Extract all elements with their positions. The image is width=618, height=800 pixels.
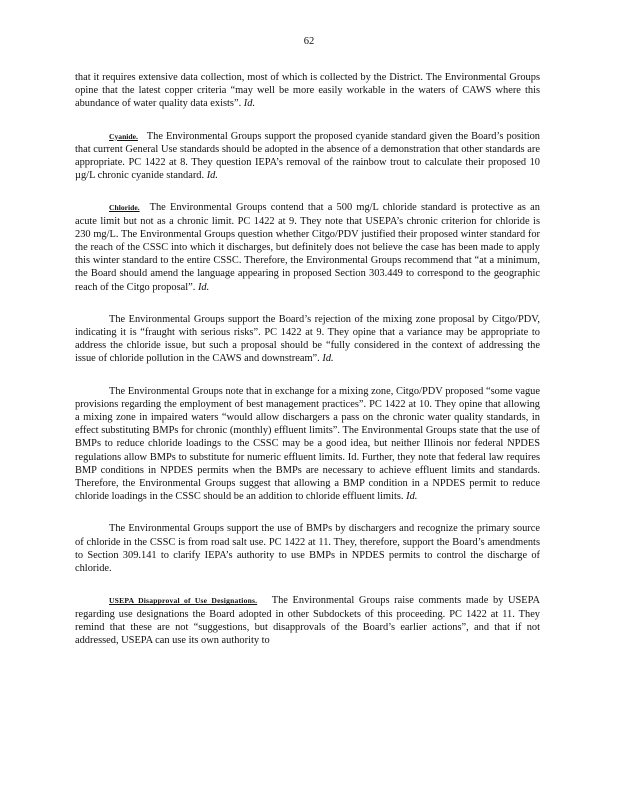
section-heading-cyanide: Cyanide. <box>109 131 138 141</box>
paragraph-text: The Environmental Groups note that in exchange for a mixing zone, Citgo/PDV proposed “some vague provisions regarding the employment of best management practices”. PC 1422 at 10. They opine that allowing a mixing zone in impaired waters “would allow dischargers a pass on the chronic water quality standards, in effect substituting BMPs for chronic (monthly) effluent limits”. The Environmental Groups state that the use of BMPs to reduce chloride loadings to the CSSC may be a good idea, but neither Illinois nor federal NPDES regulations allow BMPs to substitute for numeric effluent limits. Id. Further, they note that federal law requires BMP conditions in NPDES permits when the BMPs are necessary to achieve effluent limits and standards. Therefore, the Environmental Groups suggest that allowing a BMP condition in a NPDES permit to reduce chloride loadings in the CSSC should be an addition to chloride effluent limits. <box>75 385 540 503</box>
paragraph-cyanide <box>75 130 540 183</box>
document-body <box>75 71 540 666</box>
paragraph-mixing-zone <box>75 313 540 366</box>
section-heading-chloride: Chloride. <box>109 203 140 213</box>
paragraph-text: The Environmental Groups support the use of BMPs by dischargers and recognize the primary source of chloride in the CSSC is from road salt use. PC 1422 at 11. They, therefore, support the Board’s amendments to Section 309.141 to clarify IEPA’s authority to use BMPs in NPDES permits to control the discharge of chloride. <box>75 523 540 575</box>
paragraph-text: The Environmental Groups support the proposed cyanide standard given the Board’s position that current General Use standards should be adopted in the absence of a demonstration that other standards are appropriate. PC 1422 at 8. They question IEPA’s removal of the rainbow trout to calculate their proposed 10 µg/L chronic cyanide standard. <box>75 130 540 182</box>
paragraph-text: The Environmental Groups support the Board’s rejection of the mixing zone proposal by Citgo/PDV, indicating it is “fraught with serious risks”. PC 1422 at 9. They opine that a variance may be appropriate to address the chloride issue, but such a proposal should be “fully considered in the context of addressing the issue of chloride pollution in the CAWS and downstream”. <box>75 313 540 365</box>
paragraph-text: The Environmental Groups raise comments made by USEPA regarding use designations the Board adopted in other Subdockets of this proceeding. PC 1422 at 11. They remind that these are not “suggestions, but disapprovals of the Board’s earlier actions”, and that if not addressed, USEPA can use its own authority to <box>75 595 540 646</box>
page-number: 62 <box>303 36 315 47</box>
paragraph-text: that it requires extensive data collection, most of which is collected by the District. The Environmental Groups opine that the latest copper criteria “may well be more easily workable in the waters of CAWS where this abundance of water quality data exists”. <box>75 72 540 110</box>
citation: Id. <box>322 353 334 365</box>
citation: Id. <box>197 281 210 293</box>
section-heading-usepa: USEPA Disapproval of Use Designations. <box>109 596 258 606</box>
citation: Id. <box>243 98 256 110</box>
paragraph-bmp-exchange <box>75 385 540 504</box>
paragraph-text: The Environmental Groups contend that a 500 mg/L chloride standard is protective as an acute limit but not as a chronic limit. PC 1422 at 9. They note that USEPA’s chronic criterion for chloride is 230 mg/L. The Environmental Groups question whether Citgo/PDV justified their proposed winter standard for the reach of the CSSC into which it discharges, but definitely does not believe the case has been made to apply this winter standard to the entire CSSC. Therefore, the Environmental Groups recommend that “at a minimum, the Board should amend the language appearing in proposed Section 303.449 to correspond to the geographic reach of the Citgo proposal”. <box>75 202 540 293</box>
citation: Id. <box>406 491 418 503</box>
citation: Id. <box>206 170 218 182</box>
paragraph-copper-continued <box>75 71 540 111</box>
paragraph-chloride <box>75 201 540 293</box>
paragraph-usepa-disapproval <box>75 594 540 647</box>
paragraph-bmp-support <box>75 522 540 575</box>
